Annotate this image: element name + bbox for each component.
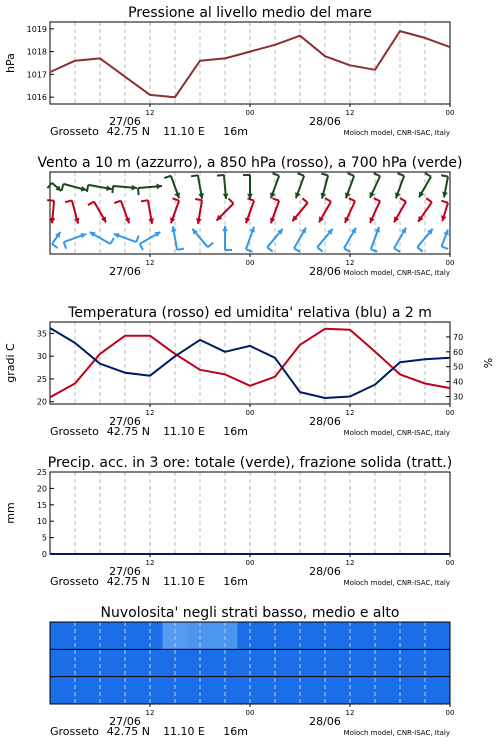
y2-tick-label: 60 (453, 347, 464, 357)
wind-barb-feather (321, 174, 328, 176)
pressure-y-label: hPa (4, 53, 17, 73)
wind-barb-feather (88, 202, 94, 206)
y-tick-label: 20 (36, 484, 47, 494)
wind-barb-feather (140, 244, 144, 250)
x-tick-label: 12 (345, 409, 355, 417)
x-tick-label: 12 (145, 259, 155, 267)
wind-barb-feather (348, 173, 355, 175)
humidity-y-label: % (482, 357, 495, 369)
y-tick-label: 0 (41, 550, 47, 559)
site-latitude: 42.75 N (106, 575, 150, 588)
temperature-title: Temperatura (rosso) ed umidita' relativa (blu) a 2 m (68, 305, 432, 321)
date-label: 28/06 (309, 715, 341, 728)
y-tick-label: 5 (41, 533, 47, 543)
date-label: 27/06 (109, 265, 141, 278)
wind-barb-feather (52, 244, 58, 248)
wind-barb-feather (87, 185, 88, 192)
wind-arrow-head (222, 226, 228, 231)
y-tick-label: 25 (36, 374, 47, 384)
y-tick-label: 25 (36, 468, 47, 477)
x-tick-label: 12 (145, 709, 155, 717)
date-label: 28/06 (309, 565, 341, 578)
x-tick-label: 00 (445, 259, 455, 267)
wind-barb-feather (217, 175, 224, 176)
x-tick-label: 00 (245, 559, 255, 567)
wind-barb-feather (114, 201, 121, 203)
date-label: 27/06 (109, 415, 141, 428)
site-location: Grosseto (50, 575, 99, 588)
site-location: Grosseto (50, 725, 99, 738)
wind-barb-feather (394, 248, 400, 252)
wind-barb-feather (195, 199, 202, 200)
site-elevation: 16m (223, 425, 248, 438)
y-tick-label: 1016 (26, 93, 47, 103)
plot-frame (50, 322, 450, 404)
y-tick-label: 1019 (26, 24, 47, 34)
wind-barb-feather (317, 247, 322, 251)
site-elevation: 16m (223, 125, 248, 138)
wind-barb-feather (302, 198, 307, 202)
wind-barb-feather (441, 175, 448, 176)
wind-barb-feather (267, 247, 272, 251)
wind-barb-feather (273, 173, 280, 175)
wind-title: Vento a 10 m (azzurro), a 850 hPa (rosso), a 700 hPa (verde) (37, 155, 463, 171)
site-longitude: 11.10 E (163, 425, 205, 438)
plot-frame (50, 22, 450, 104)
site-location: Grosseto (50, 125, 99, 138)
y-tick-label: 35 (36, 329, 47, 339)
x-tick-label: 12 (345, 709, 355, 717)
wind-barb-feather (64, 242, 66, 249)
y2-tick-label: 70 (453, 332, 464, 342)
x-tick-label: 00 (445, 559, 455, 567)
x-tick-label: 12 (145, 109, 155, 117)
model-credit: Moloch model, CNR-ISAC, Italy (343, 129, 450, 137)
x-tick-label: 12 (345, 559, 355, 567)
wind-barb-feather (442, 246, 449, 248)
wind-barb-feather (417, 247, 422, 251)
y-tick-label: 1018 (26, 47, 47, 57)
wind-barb-feather (141, 200, 148, 201)
site-latitude: 42.75 N (106, 125, 150, 138)
date-label: 28/06 (309, 415, 341, 428)
site-latitude: 42.75 N (106, 725, 150, 738)
x-tick-label: 12 (345, 109, 355, 117)
precipitation-title: Precip. acc. in 3 ore: totale (verde), frazione solida (tratt.) (47, 455, 453, 471)
site-latitude: 42.75 N (106, 425, 150, 438)
y-tick-label: 10 (36, 517, 47, 527)
x-tick-label: 00 (445, 109, 455, 117)
cloud-title: Nuvolosita' negli strati basso, medio e alto (100, 605, 400, 621)
precipitation-y-label: mm (4, 502, 17, 524)
wind-barb-feather (371, 249, 378, 251)
site-location: Grosseto (50, 425, 99, 438)
x-tick-label: 12 (345, 259, 355, 267)
x-tick-label: 12 (145, 409, 155, 417)
model-credit: Moloch model, CNR-ISAC, Italy (343, 429, 450, 437)
wind-barb-feather (112, 186, 113, 193)
cloud-background (50, 622, 450, 704)
y-tick-label: 20 (36, 397, 47, 407)
x-tick-label: 00 (445, 409, 455, 417)
site-longitude: 11.10 E (163, 575, 205, 588)
wind-barb-feather (110, 238, 114, 244)
wind-barb-feather (164, 176, 171, 178)
model-credit: Moloch model, CNR-ISAC, Italy (343, 269, 450, 277)
x-tick-label: 12 (145, 559, 155, 567)
wind-barb-feather (191, 175, 198, 176)
site-elevation: 16m (223, 725, 248, 738)
x-tick-label: 00 (245, 709, 255, 717)
model-credit: Moloch model, CNR-ISAC, Italy (343, 579, 450, 587)
wind-barb-feather (173, 198, 180, 200)
wind-barb-feather (177, 249, 184, 250)
site-longitude: 11.10 E (163, 125, 205, 138)
model-credit: Moloch model, CNR-ISAC, Italy (343, 729, 450, 737)
wind-barb-feather (425, 173, 431, 177)
site-longitude: 11.10 E (163, 725, 205, 738)
date-label: 27/06 (109, 715, 141, 728)
wind-barb-feather (136, 236, 138, 243)
date-label: 27/06 (109, 115, 141, 128)
y2-tick-label: 50 (453, 362, 464, 372)
wind-barb-feather (298, 173, 305, 175)
x-tick-label: 00 (245, 409, 255, 417)
x-tick-label: 00 (445, 709, 455, 717)
y2-tick-label: 40 (453, 377, 464, 387)
y-tick-label: 1017 (26, 70, 47, 80)
site-elevation: 16m (223, 575, 248, 588)
wind-barb-feather (294, 248, 300, 252)
wind-barb-feather (398, 173, 405, 175)
plot-frame (50, 472, 450, 554)
wind-barb-feather (138, 188, 139, 195)
wind-barb-feather (426, 198, 432, 202)
wind-barb-feather (47, 200, 54, 201)
wind-barb-feather (325, 198, 331, 202)
pressure-title: Pressione al livello medio del mare (128, 5, 372, 21)
date-label: 28/06 (309, 115, 341, 128)
wind-barb-feather (400, 198, 406, 202)
wind-barb-feather (65, 200, 72, 202)
wind-barb-feather (441, 201, 448, 203)
wind-barb-feather (62, 184, 64, 191)
wind-barb-feather (229, 199, 234, 204)
wind-arrow-head (223, 193, 229, 198)
x-tick-label: 00 (245, 109, 255, 117)
y2-tick-label: 30 (453, 392, 464, 402)
wind-barb-feather (246, 249, 253, 251)
x-tick-label: 00 (245, 259, 255, 267)
wind-barb-feather (273, 198, 280, 200)
wind-barb-feather (248, 198, 255, 200)
y-tick-label: 30 (36, 352, 47, 362)
y-tick-label: 15 (36, 500, 47, 510)
temperature-y-label: gradi C (4, 343, 17, 383)
wind-barb-feather (344, 248, 350, 252)
wind-barb-feather (208, 243, 213, 247)
date-label: 28/06 (309, 265, 341, 278)
wind-arrow-head (131, 185, 136, 191)
date-label: 27/06 (109, 565, 141, 578)
wind-arrow-head (156, 184, 161, 190)
